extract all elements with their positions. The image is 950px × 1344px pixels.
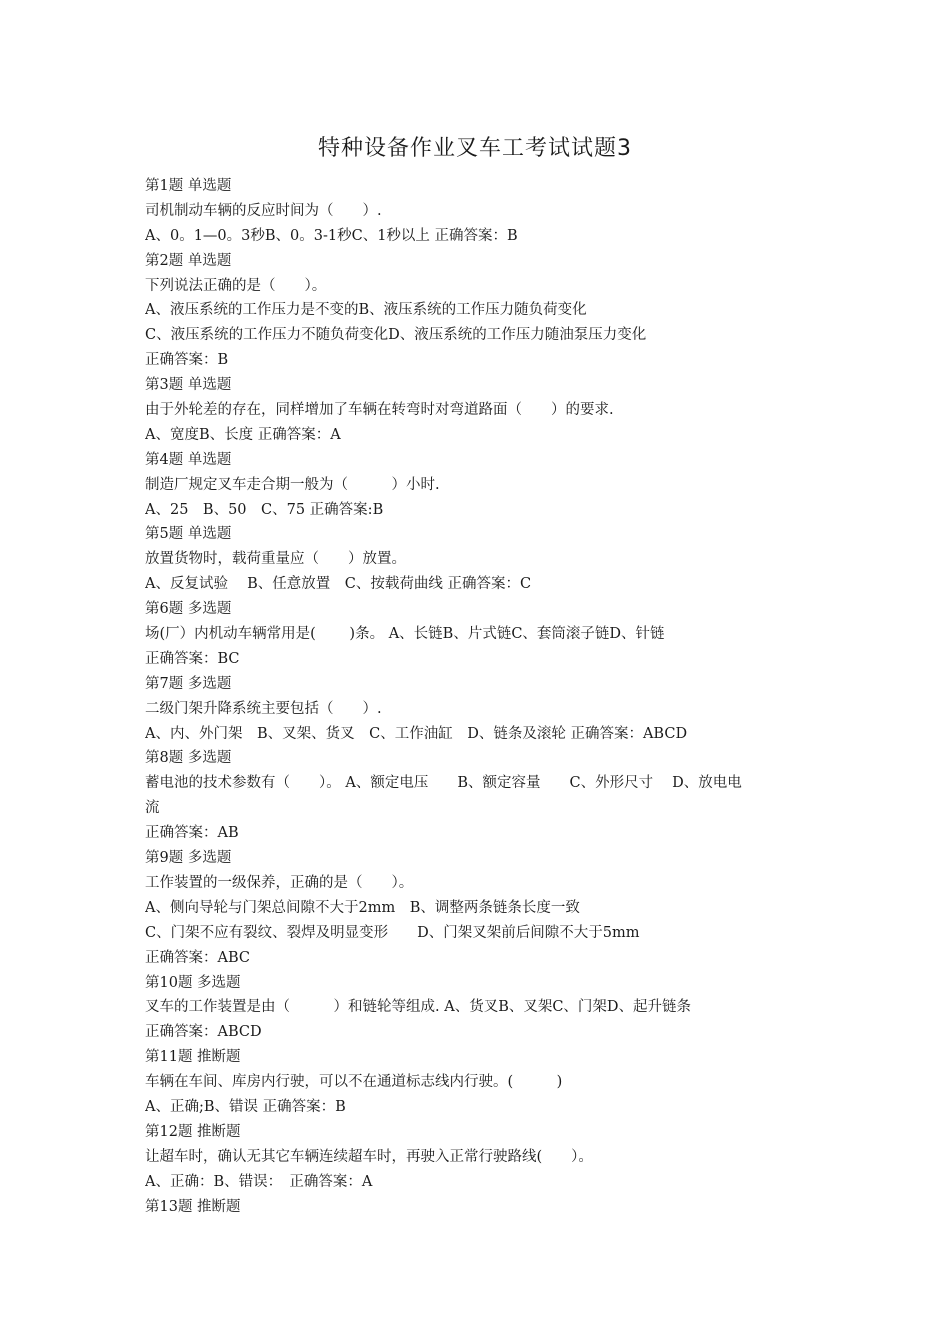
question-11-header: 第11题 推断题 <box>145 1049 241 1066</box>
question-2-text: 下列说法正确的是（ ）。 <box>145 277 327 294</box>
question-7-options: A、内、外门架 B、叉架、货叉 C、工作油缸 D、链条及滚轮 正确答案：ABCD <box>145 725 688 742</box>
question-12-text: 让超车时，确认无其它车辆连续超车时，再驶入正常行驶路线( ）。 <box>145 1148 593 1165</box>
question-8-answer: 正确答案：AB <box>145 825 239 842</box>
question-4-text: 制造厂规定叉车走合期一般为（ ）小时. <box>145 476 440 493</box>
question-9-options-2: C、门架不应有裂纹、裂焊及明显变形 D、门架叉架前后间隙不大于5mm <box>145 924 640 941</box>
question-10-header: 第10题 多选题 <box>145 974 241 991</box>
question-7-header: 第7题 多选题 <box>145 675 232 692</box>
question-2-options-1: A、液压系统的工作压力是不变的B、液压系统的工作压力随负荷变化 <box>145 302 587 319</box>
question-3-header: 第3题 单选题 <box>145 377 232 394</box>
question-1-header: 第1题 单选题 <box>145 178 232 194</box>
question-8-header: 第8题 多选题 <box>145 750 232 767</box>
question-10-text: 叉车的工作装置是由（ ）和链轮等组成. A、货叉B、叉架C、门架D、起升链条 <box>145 999 692 1016</box>
question-13-header: 第13题 推断题 <box>145 1198 241 1215</box>
question-3-text: 由于外轮差的存在，同样增加了车辆在转弯时对弯道路面（ ）的要求. <box>145 402 614 419</box>
question-8-text-wrap: 流 <box>145 800 160 817</box>
question-6-answer: 正确答案：BC <box>145 650 240 667</box>
question-10-answer: 正确答案：ABCD <box>145 1024 262 1041</box>
question-9-text: 工作装置的一级保养，正确的是（ ）。 <box>145 874 414 891</box>
question-8-text: 蓄电池的技术参数有（ ）。 A、额定电压 B、额定容量 C、外形尺寸 D、放电电 <box>145 775 742 792</box>
question-9-answer: 正确答案：ABC <box>145 949 250 966</box>
question-4-options: A、25 B、50 C、75 正确答案:B <box>145 501 384 518</box>
question-12-header: 第12题 推断题 <box>145 1123 241 1140</box>
question-6-text: 场(厂）内机动车辆常用是( )条。 A、长链B、片式链C、套筒滚子链D、针链 <box>145 626 665 643</box>
question-9-header: 第9题 多选题 <box>145 850 232 867</box>
question-list <box>145 174 825 1219</box>
question-5-text: 放置货物时，载荷重量应（ ）放置。 <box>145 551 406 568</box>
question-4-header: 第4题 单选题 <box>145 451 232 468</box>
question-3-options: A、宽度B、长度 正确答案：A <box>145 426 341 443</box>
question-1-options: A、0。1—0。3秒B、0。3-1秒C、1秒以上 正确答案：B <box>145 227 518 244</box>
question-9-options-1: A、侧向导轮与门架总间隙不大于2mm B、调整两条链条长度一致 <box>145 899 580 916</box>
question-11-options: A、正确;B、错误 正确答案：B <box>145 1098 346 1115</box>
question-5-header: 第5题 单选题 <box>145 526 232 543</box>
question-1-text: 司机制动车辆的反应时间为（ ）. <box>145 202 382 219</box>
question-2-answer: 正确答案：B <box>145 352 229 369</box>
question-11-text: 车辆在车间、库房内行驶，可以不在通道标志线内行驶。( ) <box>145 1074 563 1091</box>
question-2-header: 第2题 单选题 <box>145 252 232 269</box>
document-title: 特种设备作业叉车工考试试题3 <box>318 136 632 161</box>
question-2-options-2: C、液压系统的工作压力不随负荷变化D、液压系统的工作压力随油泵压力变化 <box>145 327 647 344</box>
question-5-options: A、反复试验 B、任意放置 C、按载荷曲线 正确答案：C <box>145 576 532 593</box>
question-12-options: A、正确：B、错误： 正确答案：A <box>145 1173 373 1190</box>
question-7-text: 二级门架升降系统主要包括（ ）. <box>145 700 382 717</box>
question-6-header: 第6题 多选题 <box>145 601 232 618</box>
